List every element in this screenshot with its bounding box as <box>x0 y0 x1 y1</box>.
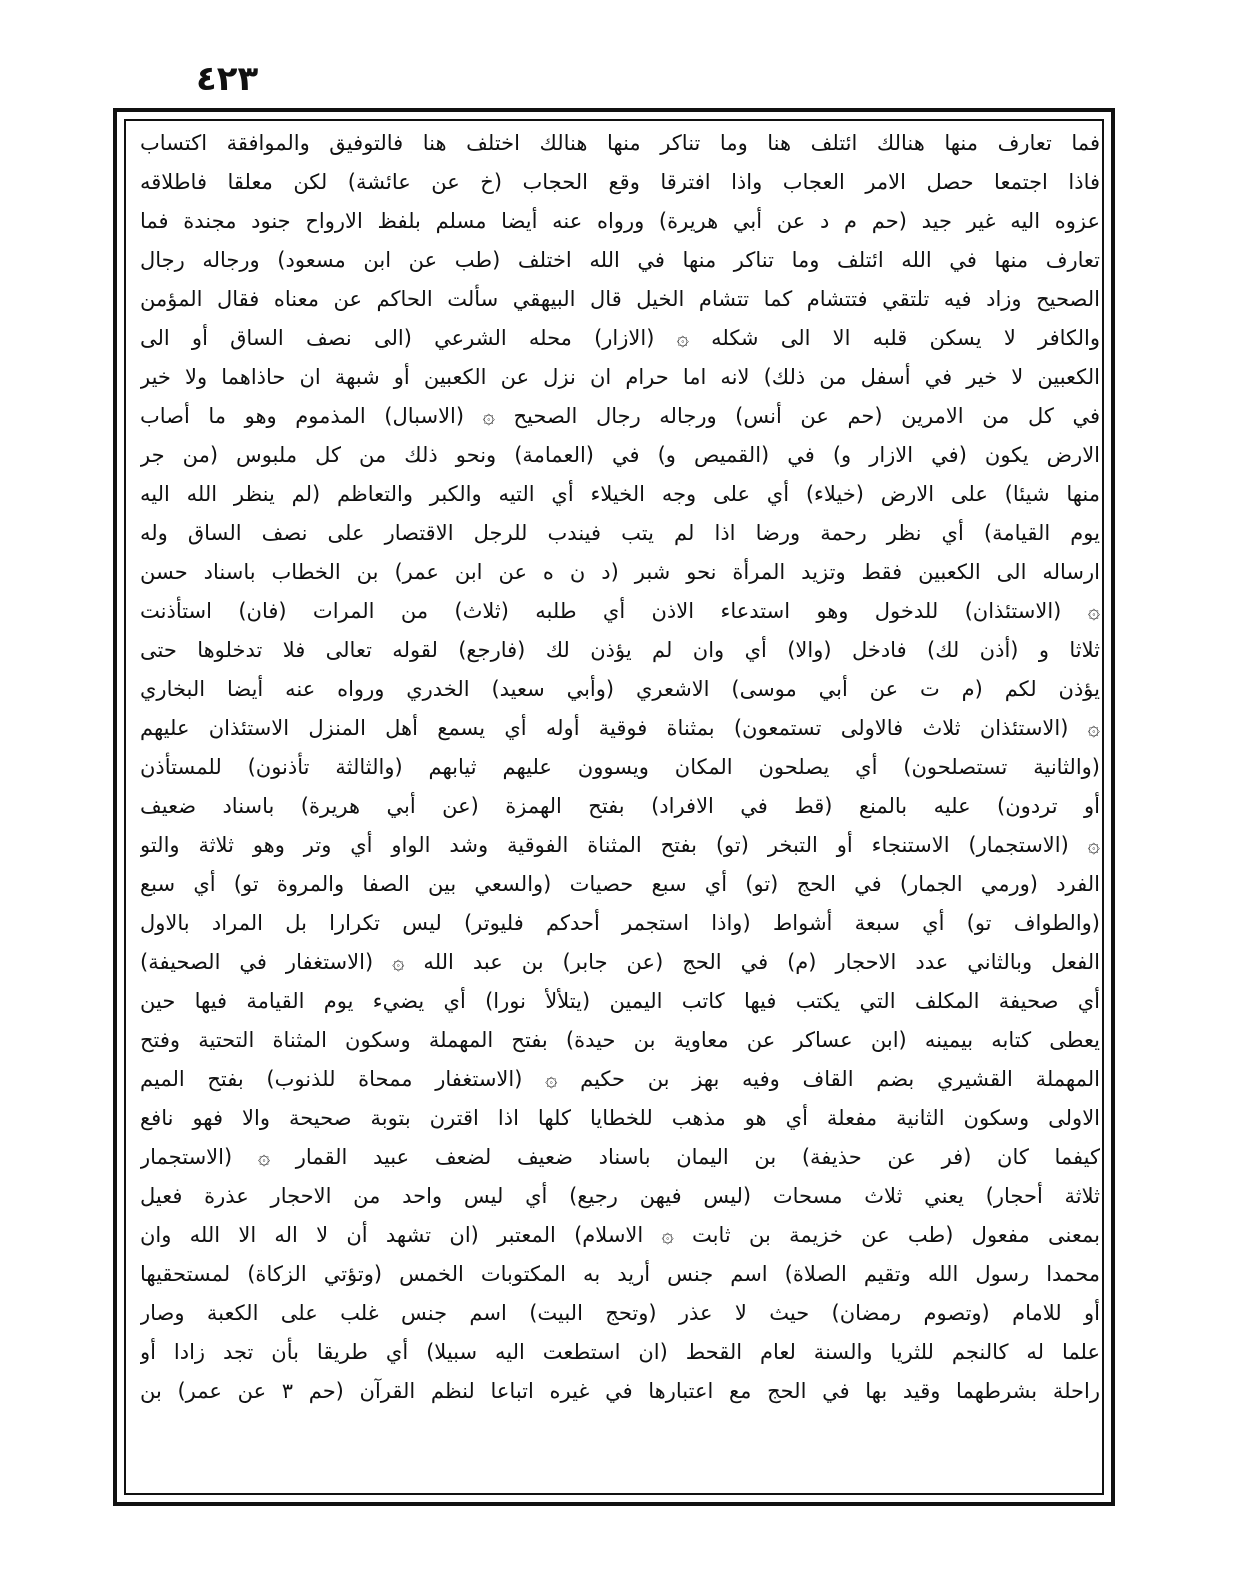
text-line: أو تردون) عليه بالمنع (قط في الافراد) بفتح الهمزة (عن أبي هريرة) باسناد ضعيف <box>140 794 1100 818</box>
text-line: فاذا اجتمعا حصل الامر العجاب واذا افترقا وقع الحجاب (خ عن عائشة) لكن معلقا فاطلاقه <box>140 170 1100 194</box>
text-line: ثلاثة أحجار) يعني ثلاث مسحات (ليس فيهن رجيع) أي ليس واحد من الاحجار عذرة فعيل <box>140 1184 1100 1208</box>
text-line: المهملة القشيري بضم القاف وفيه بهز بن حكيم ۞ (الاستغفار ممحاة للذنوب) بفتح الميم <box>140 1067 1100 1091</box>
text-line: والكافر لا يسكن قلبه الا الى شكله ۞ (الازار) محله الشرعي (الى نصف الساق أو الى <box>140 326 1100 350</box>
text-line: ارساله الى الكعبين فقط وتزيد المرأة نحو شبر (د ن ه عن ابن عمر) بن الخطاب باسناد حسن <box>140 560 1100 584</box>
text-line: الفرد (ورمي الجمار) في الحج (تو) أي سبع حصيات (والسعي بين الصفا والمروة تو) أي سبع <box>140 872 1100 896</box>
text-line: الفعل وبالثاني عدد الاحجار (م) في الحج (عن جابر) بن عبد الله ۞ (الاستغفار في الصحيفة) <box>140 950 1100 974</box>
text-line: الارض يكون (في الازار و) في (القميص و) في (العمامة) ونحو ذلك من كل ملبوس (من جر <box>140 443 1100 467</box>
text-line: فما تعارف منها هنالك ائتلف هنا وما تناكر منها هنالك اختلف هنا فالتوفيق والموافقة اكتساب <box>140 131 1100 155</box>
text-line: الكعبين لا خير في أسفل من ذلك) لانه اما حرام ان نزل عن الكعبين أو شبهة ان حاذاهما ولا خير <box>140 365 1100 389</box>
text-line: ۞ (الاستئذان ثلاث فالاولى تستمعون) بمثناة فوقية أوله أي يسمع أهل المنزل الاستئذان عليهم <box>140 716 1100 740</box>
text-line: يعطى كتابه بيمينه (ابن عساكر عن معاوية بن حيدة) بفتح المهملة وسكون المثناة التحتية وفتح <box>140 1028 1100 1052</box>
text-line: محمدا رسول الله وتقيم الصلاة) اسم جنس أريد به المكتوبات الخمس (وتؤتي الزكاة) لمستحقيها <box>140 1262 1100 1286</box>
text-line: يؤذن لكم (م ت عن أبي موسى) الاشعري (وأبي سعيد) الخدري ورواه عنه أيضا البخاري <box>140 677 1100 701</box>
text-line: الصحيح وزاد فيه تلتقي فتتشام كما تتشام الخيل قال البيهقي سألت الحاكم عن معناه فقال المؤمن <box>140 287 1100 311</box>
text-line: ثلاثا و (أذن لك) فادخل (والا) أي وان لم يؤذن لك (فارجع) لقوله تعالى فلا تدخلوها حتى <box>140 638 1100 662</box>
text-line: الاولى وسكون الثانية مفعلة أي هو مذهب للخطايا كلها اذا اقترن بتوبة صحيحة والا فهو نافع <box>140 1106 1100 1130</box>
text-line: ۞ (الاستجمار) الاستنجاء أو التبخر (تو) بفتح المثناة الفوقية وشد الواو أي وتر وهو ثلاثة والتو <box>140 833 1100 857</box>
text-line: عزوه اليه غير جيد (حم م د عن أبي هريرة) ورواه عنه أيضا مسلم بلفظ الارواح جنود مجندة فما <box>140 209 1100 233</box>
text-line: في كل من الامرين (حم عن أنس) ورجاله رجال الصحيح ۞ (الاسبال) المذموم وهو ما أصاب <box>140 404 1100 428</box>
text-line: يوم القيامة) أي نظر رحمة ورضا اذا لم يتب فيندب للرجل الاقتصار على نصف الساق وله <box>140 521 1100 545</box>
text-line: أي صحيفة المكلف التي يكتب فيها كاتب اليمين (يتلألأ نورا) أي يضيء يوم القيامة فيها حين <box>140 989 1100 1013</box>
text-line: أو للامام (وتصوم رمضان) حيث لا عذر (وتحج البيت) اسم جنس غلب على الكعبة وصار <box>140 1301 1100 1325</box>
text-line: (والطواف تو) أي سبعة أشواط (واذا استجمر أحدكم فليوتر) ليس تكرارا بل المراد بالاول <box>140 911 1100 935</box>
text-line: كيفما كان (فر عن حذيفة) بن اليمان باسناد ضعيف لضعف عبيد القمار ۞ (الاستجمار <box>140 1145 1100 1169</box>
text-line: (والثانية تستصلحون) أي يصلحون المكان ويسوون عليهم ثيابهم (والثالثة تأذنون) للمستأذن <box>140 755 1100 779</box>
commentary-text <box>140 124 1100 1496</box>
text-line: ۞ (الاستئذان) للدخول وهو استدعاء الاذن أي طلبه (ثلاث) من المرات (فان) استأذنت <box>140 599 1100 623</box>
text-line: علما له كالنجم للثريا والسنة لعام القحط (ان استطعت اليه سبيلا) أي طريقا بأن تجد زادا أو <box>140 1340 1100 1364</box>
text-line: بمعنى مفعول (طب عن خزيمة بن ثابت ۞ الاسلام) المعتبر (ان تشهد أن لا اله الا الله وان <box>140 1223 1100 1247</box>
text-line: تعارف منها في الله ائتلف وما تناكر منها في الله اختلف (طب عن ابن مسعود) ورجاله رجال <box>140 248 1100 272</box>
text-line: راحلة بشرطهما وقيد بها في الحج مع اعتبارها في غيره اتباعا لنظم القرآن (حم ٣ عن عمر) بن <box>140 1379 1100 1403</box>
text-line: منها شيئا) على الارض (خيلاء) أي على وجه الخيلاء أي التيه والكبر والتعاظم (لم ينظر الله اليه <box>140 482 1100 506</box>
page-number: ٤٢٣ <box>196 59 259 99</box>
